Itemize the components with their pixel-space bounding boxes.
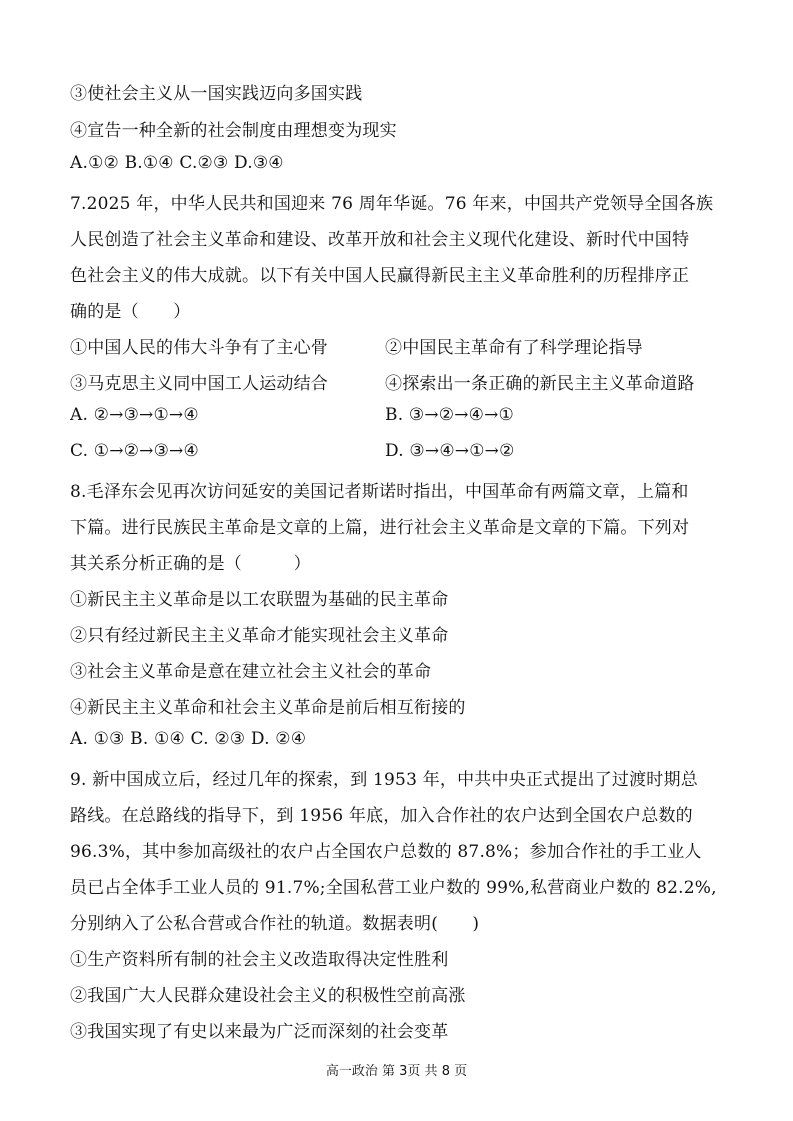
q8-stem-line-2: 下篇。进行民族民主革命是文章的上篇，进行社会主义革命是文章的下篇。下列对 xyxy=(70,518,690,538)
q9-stem-line-4: 员已占全体手工业人员的 91.7%;全国私营工业户数的 99%,私营商业户数的 82.2%, xyxy=(70,878,717,898)
q7-item-3: ③马克思主义同中国工人运动结合 xyxy=(70,374,328,394)
q9-stem-line-5: 分别纳入了公私合营或合作社的轨道。数据表明( ) xyxy=(70,914,480,934)
q8-choices: A. ①③ B. ①④ C. ②③ D. ②④ xyxy=(70,729,307,749)
q9-item-3: ③我国实现了有史以来最为广泛而深刻的社会变革 xyxy=(70,1022,449,1042)
q7-item-4: ④探索出一条正确的新民主主义革命道路 xyxy=(385,374,695,394)
q7-choice-d: D. ③→④→①→② xyxy=(385,441,515,461)
q7-choice-c: C. ①→②→③→④ xyxy=(70,441,199,461)
q9-item-1: ①生产资料所有制的社会主义改造取得决定性胜利 xyxy=(70,950,449,970)
q7-stem-line-4: 确的是（ ） xyxy=(70,302,191,322)
q7-stem-line-1: 7.2025 年，中华人民共和国迎来 76 周年华诞。76 年来，中国共产党领导全国各族 xyxy=(70,194,714,214)
q7-choice-b: B. ③→②→④→① xyxy=(385,405,514,425)
q8-item-2: ②只有经过新民主主义革命才能实现社会主义革命 xyxy=(70,626,449,646)
q9-stem-line-1: 9. 新中国成立后，经过几年的探索，到 1953 年，中共中央正式提出了过渡时期总 xyxy=(70,770,698,790)
q6-option-4: ④宣告一种全新的社会制度由理想变为现实 xyxy=(70,121,397,141)
q8-item-3: ③社会主义革命是意在建立社会主义社会的革命 xyxy=(70,662,432,682)
q8-item-4: ④新民主主义革命和社会主义革命是前后相互衔接的 xyxy=(70,698,466,718)
q7-stem-line-2: 人民创造了社会主义革命和建设、改革开放和社会主义现代化建设、新时代中国特 xyxy=(70,230,690,250)
q7-item-2: ②中国民主革命有了科学理论指导 xyxy=(385,338,643,358)
q9-item-2: ②我国广大人民群众建设社会主义的积极性空前高涨 xyxy=(70,986,466,1006)
q7-choice-a: A. ②→③→①→④ xyxy=(70,405,199,425)
q7-item-1: ①中国人民的伟大斗争有了主心骨 xyxy=(70,338,328,358)
q8-item-1: ①新民主主义革命是以工农联盟为基础的民主革命 xyxy=(70,590,449,610)
q7-stem-line-3: 色社会主义的伟大成就。以下有关中国人民赢得新民主主义革命胜利的历程排序正 xyxy=(70,266,690,286)
q6-choices: A.①② B.①④ C.②③ D.③④ xyxy=(70,153,284,173)
q9-stem-line-2: 路线。在总路线的指导下，到 1956 年底，加入合作社的农户达到全国农户总数的 xyxy=(70,806,693,826)
q9-stem-line-3: 96.3%，其中参加高级社的农户占全国农户总数的 87.8%；参加合作社的手工业人 xyxy=(70,842,702,862)
q8-stem-line-1: 8.毛泽东会见再次访问延安的美国记者斯诺时指出，中国革命有两篇文章，上篇和 xyxy=(70,482,689,502)
page-footer: 高一政治 第 3页 共 8 页 xyxy=(325,1064,468,1079)
q6-option-3: ③使社会主义从一国实践迈向多国实践 xyxy=(70,84,363,104)
q8-stem-line-3: 其关系分析正确的是（ ） xyxy=(70,554,311,574)
